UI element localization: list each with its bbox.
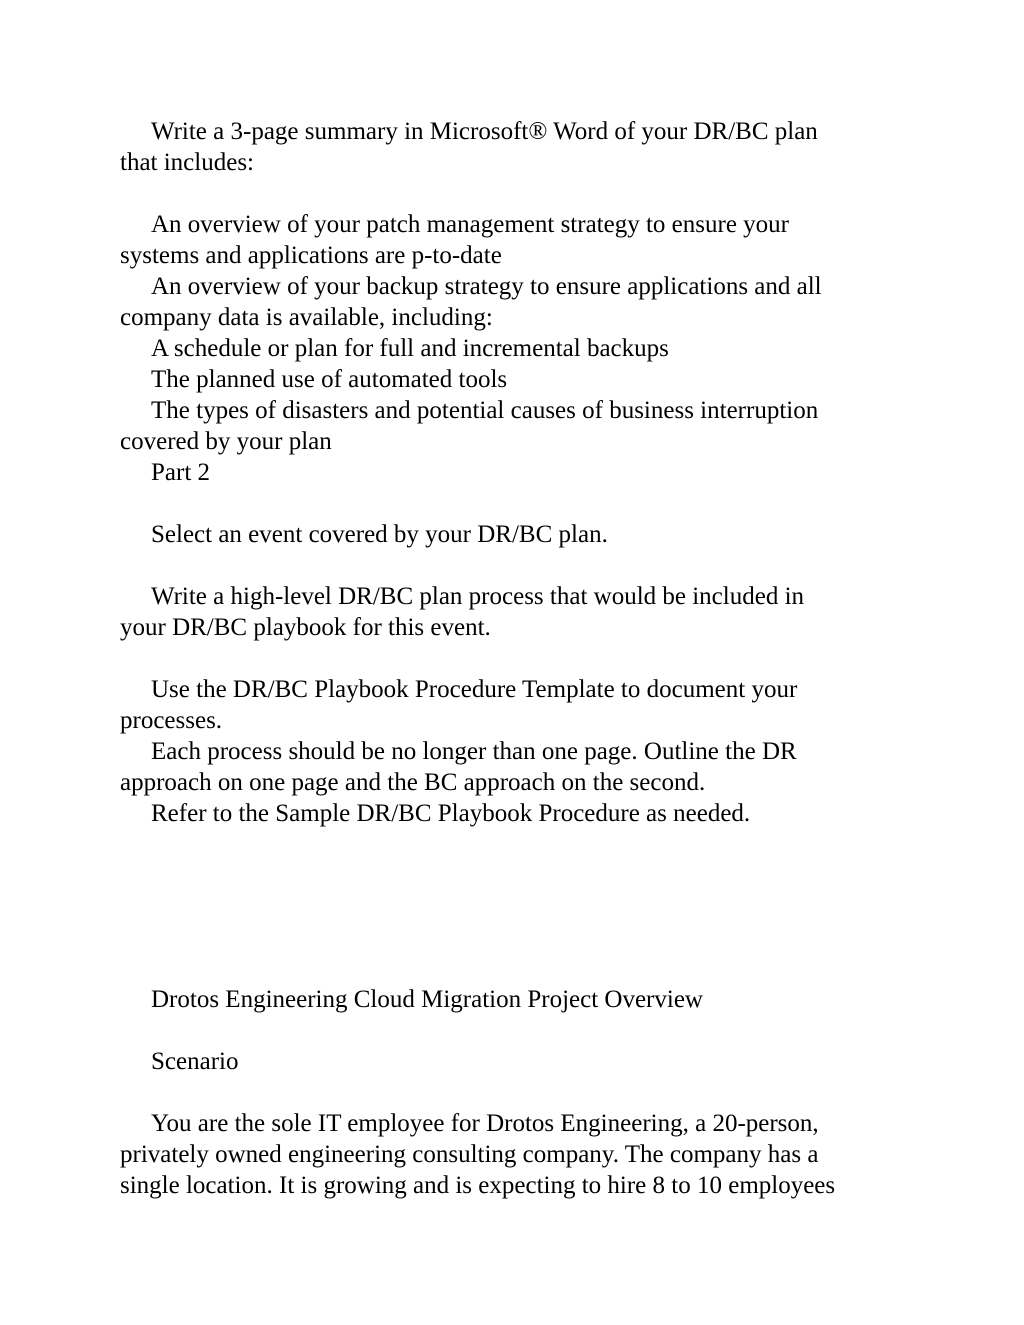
text-line: systems and applications are p-to-date xyxy=(120,242,502,269)
paragraph xyxy=(120,116,904,178)
text-line: An overview of your patch management strategy to ensure your xyxy=(151,211,789,238)
text-line: approach on one page and the BC approach on the second. xyxy=(120,769,706,796)
text-line: Select an event covered by your DR/BC plan. xyxy=(151,521,608,548)
paragraph xyxy=(120,798,904,829)
paragraph xyxy=(120,209,904,271)
blank-line-spacer xyxy=(120,488,904,519)
text-line: Each process should be no longer than one page. Outline the DR xyxy=(151,738,797,765)
paragraph xyxy=(120,395,904,457)
text-line: covered by your plan xyxy=(120,428,332,455)
paragraph xyxy=(120,333,904,364)
paragraph xyxy=(120,736,904,798)
paragraph xyxy=(120,271,904,333)
text-line: The planned use of automated tools xyxy=(151,366,508,393)
blank-line-spacer xyxy=(120,643,904,674)
blank-line-spacer xyxy=(120,1015,904,1046)
paragraph xyxy=(120,581,904,643)
text-line: An overview of your backup strategy to ensure applications and all xyxy=(151,273,822,300)
text-line: company data is available, including: xyxy=(120,304,493,331)
text-line: Drotos Engineering Cloud Migration Project Overview xyxy=(151,986,703,1013)
paragraph xyxy=(120,1046,904,1077)
blank-line-spacer xyxy=(120,1077,904,1108)
text-line: processes. xyxy=(120,707,223,734)
text-line: You are the sole IT employee for Drotos Engineering, a 20-person, xyxy=(151,1110,819,1137)
text-line: Write a 3-page summary in Microsoft® Word of your DR/BC plan xyxy=(151,118,818,145)
text-line: The types of disasters and potential causes of business interruption xyxy=(151,397,819,424)
paragraph xyxy=(120,457,904,488)
text-line: single location. It is growing and is expecting to hire 8 to 10 employees xyxy=(120,1172,836,1199)
paragraph xyxy=(120,519,904,550)
text-line: Use the DR/BC Playbook Procedure Template to document your xyxy=(151,676,798,703)
text-line: Part 2 xyxy=(151,459,211,486)
text-line: Write a high-level DR/BC plan process that would be included in xyxy=(151,583,805,610)
text-line: that includes: xyxy=(120,149,254,176)
paragraph xyxy=(120,1108,904,1201)
text-line: your DR/BC playbook for this event. xyxy=(120,614,491,641)
paragraph xyxy=(120,674,904,736)
paragraph xyxy=(120,984,904,1015)
text-line: Scenario xyxy=(151,1048,239,1075)
text-line: A schedule or plan for full and incremental backups xyxy=(151,335,669,362)
text-line: privately owned engineering consulting company. The company has a xyxy=(120,1141,819,1168)
blank-line-spacer xyxy=(120,550,904,581)
text-line: Refer to the Sample DR/BC Playbook Procedure as needed. xyxy=(151,800,751,827)
blank-line-spacer xyxy=(120,829,904,984)
blank-line-spacer xyxy=(120,178,904,209)
paragraph xyxy=(120,364,904,395)
